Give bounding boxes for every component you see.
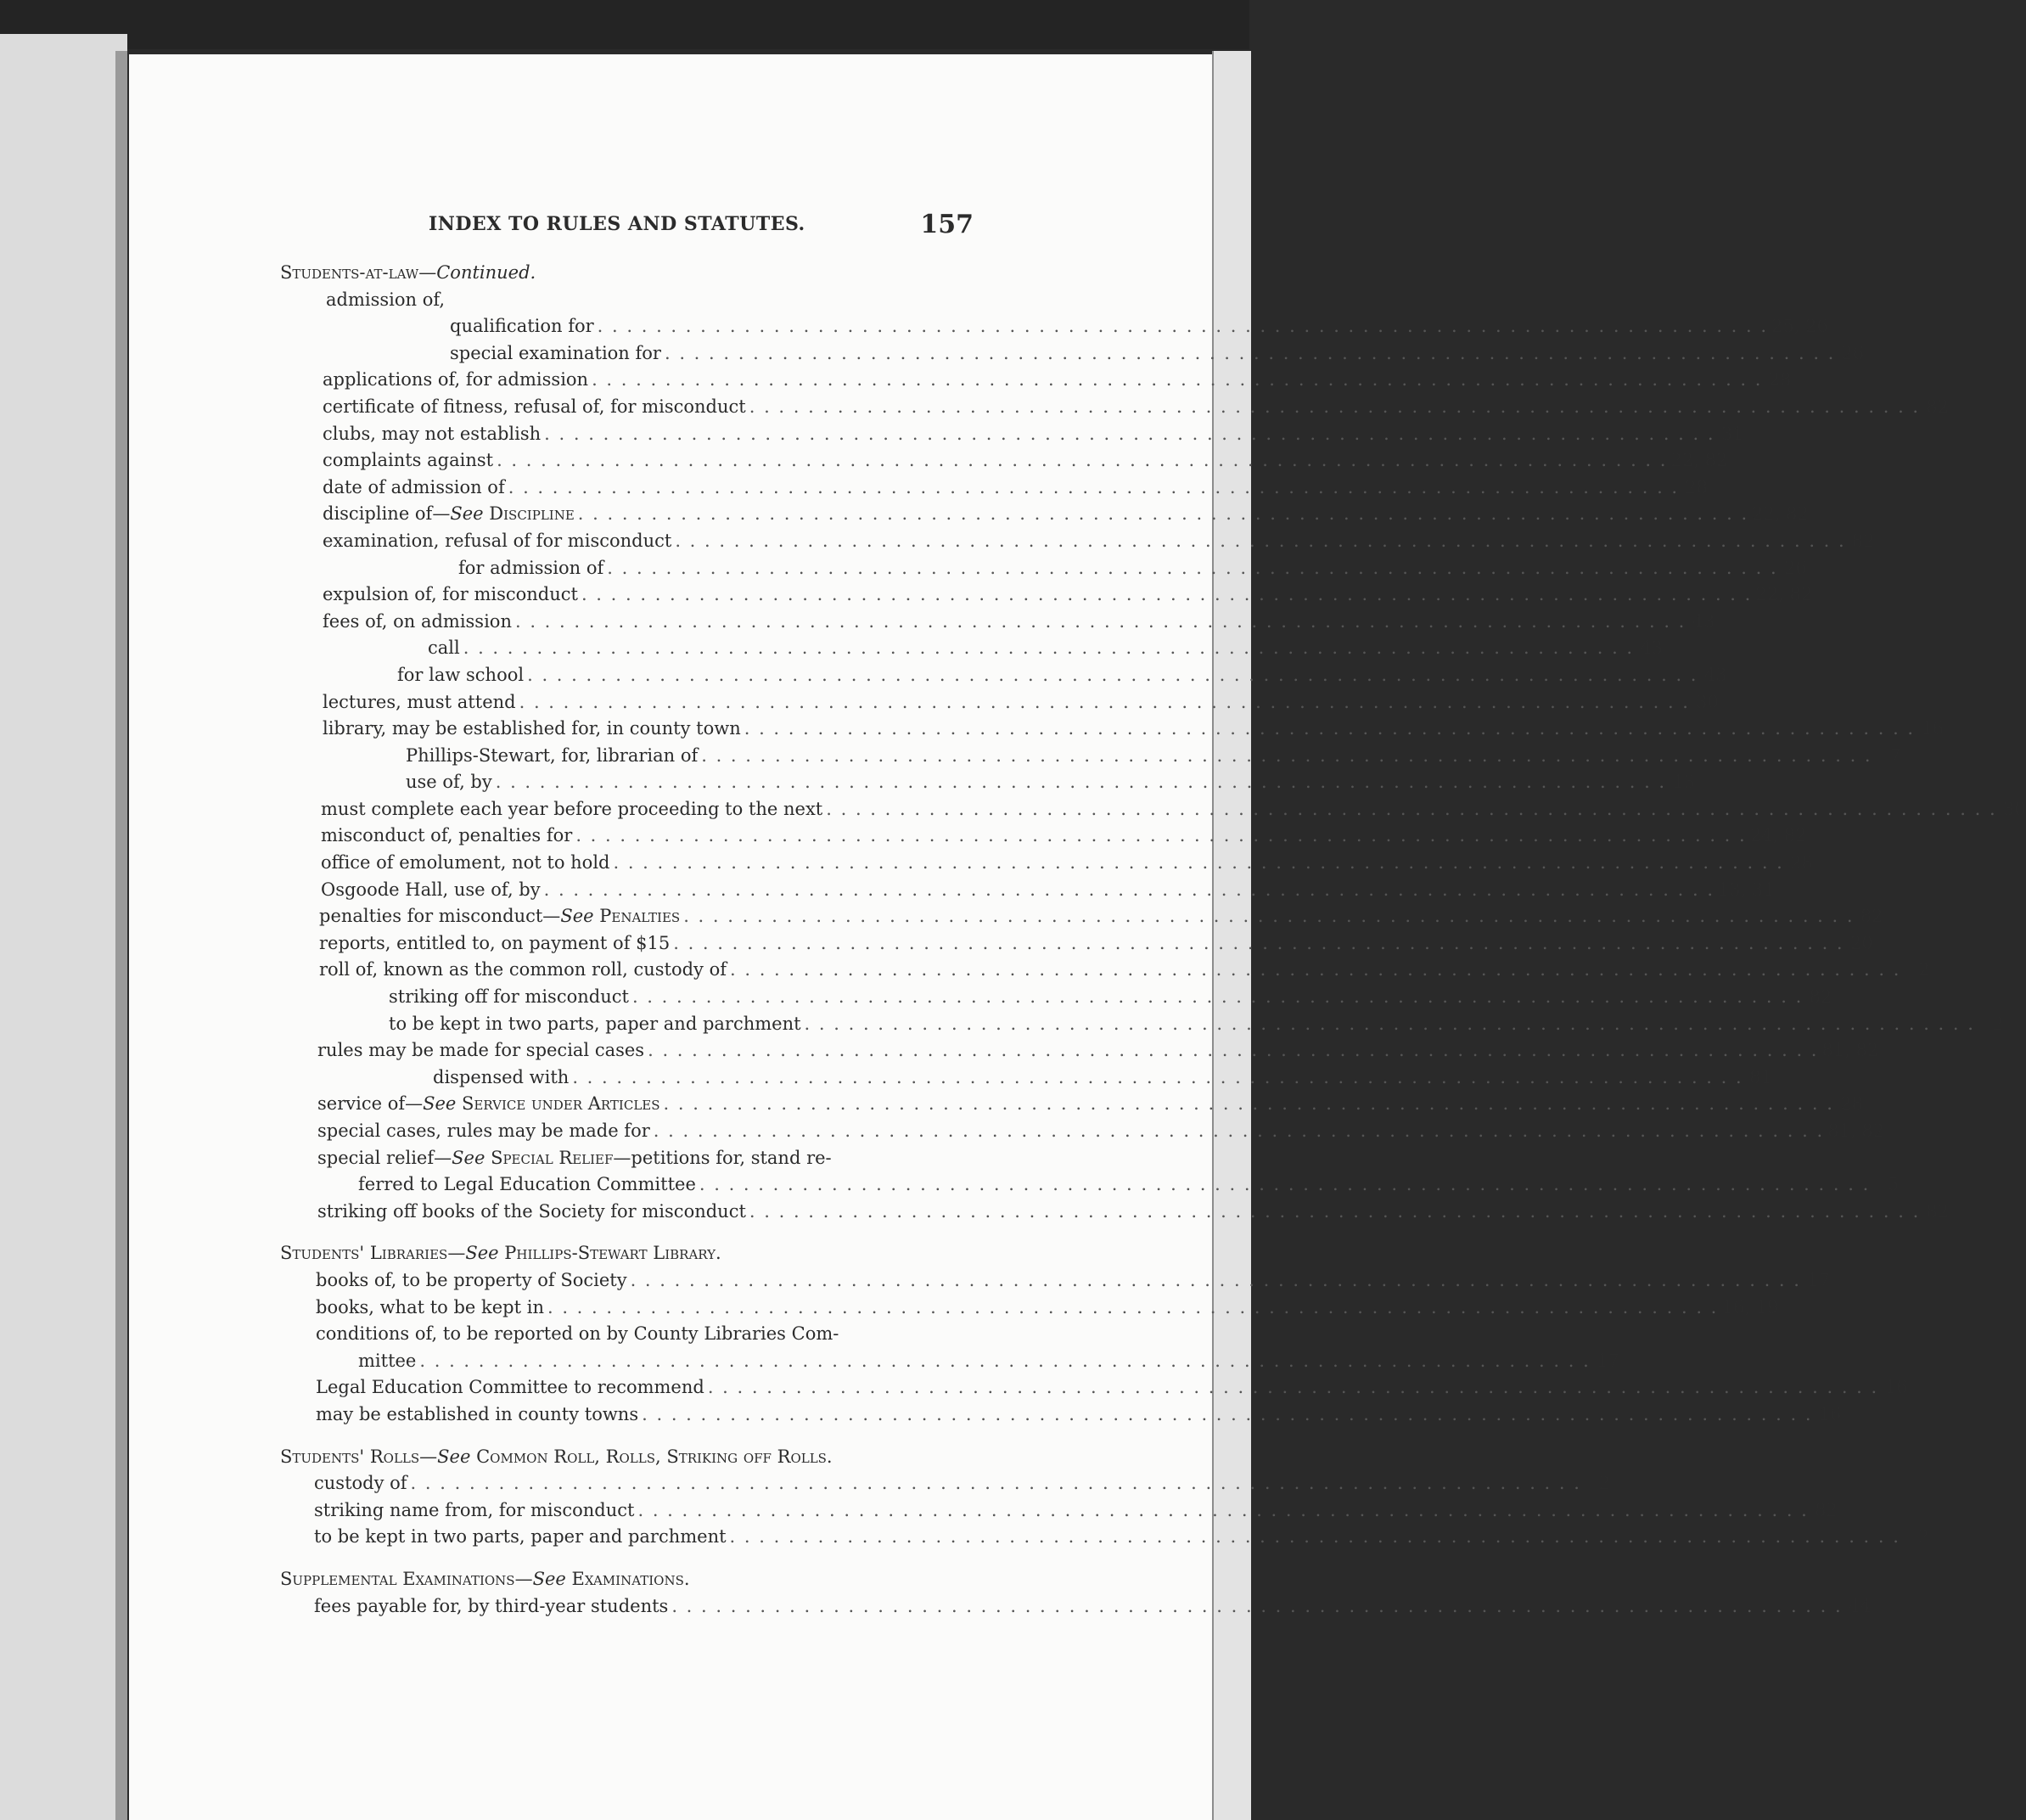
index-entry — [280, 1091, 1863, 1118]
entry-text: rules may be made for special cases — [317, 1040, 645, 1061]
entry-text: must complete each year before proceeding to the next — [321, 798, 823, 819]
index-entry — [280, 1348, 1619, 1375]
leader-dots: . . . . . . . . . . . . . . . . . . . . . . . . . . . . . . . . . . . . . . . . . . . . . . . . . . . . . . . . . . . . . . . . . . . . . . . . . . . . . . . . — [577, 503, 1749, 525]
leader-dots: . . . . . . . . . . . . . . . . . . . . . . . . . . . . . . . . . . . . . . . . . . . . . . . . . . . . . . . . . . . . . . . . . . . . . . . . . . . . . . . . — [613, 852, 1784, 873]
index-entry — [280, 501, 1809, 528]
entry-page-ref: 43 — [1640, 638, 1664, 659]
leader-dots: . . . . . . . . . . . . . . . . . . . . . . . . . . . . . . . . . . . . . . . . . . . . . . . . . . . . . . . . . . . . . . . . . . . . . . . . . . . . . . . . — [544, 423, 1715, 444]
entry-text: ferred to Legal Education Committee — [358, 1174, 696, 1195]
heading-text — [280, 1566, 690, 1593]
index-heading — [280, 1444, 976, 1471]
index-entry — [280, 957, 1930, 984]
index-entry — [280, 1497, 1838, 1525]
entry-text: Legal Education Committee to recommend — [316, 1377, 704, 1398]
entry-text: examination, refusal of for misconduct — [323, 530, 672, 551]
leader-dots: . . . . . . . . . . . . . . . . . . . . . . . . . . . . . . . . . . . . . . . . . . . . . . . . . . . . . . . . . . . . . . . . . . . . . . . . . . . . . . . . — [648, 1040, 1819, 1061]
entry-text: Phillips-Stewart, for, librarian of — [406, 744, 699, 766]
entry-page-ref: 82 — [1926, 396, 1950, 417]
index-entry — [280, 1524, 1929, 1551]
entry-text: date of admission of — [323, 476, 505, 497]
leader-dots: . . . . . . . . . . . . . . . . . . . . . . . . . . . . . . . . . . . . . . . . . . . . . . . . . . . . . . . . . . . . . . . . . . . . . . . . . . . . . . . . — [749, 396, 1921, 417]
entry-page-ref: 43 — [1692, 610, 1715, 632]
leader-dots: . . . . . . . . . . . . . . . . . . . . . . . . . . . . . . . . . . . . . . . . . . . . . . . . . . . . . . . . . . . . . . . . . . . . . . . . . . . . . . . . — [671, 1595, 1843, 1616]
facing-page-edge — [0, 34, 127, 1820]
leader-dots: . . . . . . . . . . . . . . . . . . . . . . . . . . . . . . . . . . . . . . . . . . . . . . . . . . . . . . . . . . . . . . . . . . . . . . . . . . . . . . . . — [547, 1296, 1719, 1317]
index-heading — [280, 1566, 976, 1593]
index-entry — [280, 1118, 1884, 1145]
entry-page-ref: 31 — [1720, 423, 1744, 444]
index-entry — [280, 903, 1883, 930]
index-entry — [280, 609, 1715, 636]
heading-term: Supplemental Examinations— — [280, 1568, 533, 1589]
entry-page-ref: 82 — [1851, 530, 1875, 551]
section-gap — [280, 1551, 976, 1566]
leader-dots: . . . . . . . . . . . . . . . . . . . . . . . . . . . . . . . . . . . . . . . . . . . . . . . . . . . . . . . . . . . . . . . . . . . . . . . . . . . . . . . . — [683, 906, 1855, 927]
leader-dots: . . . . . . . . . . . . . . . . . . . . . . . . . . . . . . . . . . . . . . . . . . . . . . . . . . . . . . . . . . . . . . . . . . . . . . . . . . . . . . . . — [419, 1350, 1591, 1371]
leader-dots: . . . . . . . . . . . . . . . . . . . . . . . . . . . . . . . . . . . . . . . . . . . . . . . . . . . . . . . . . . . . . . . . . . . . . . . . . . . . . . . . — [495, 772, 1667, 793]
leader-dots: . . . . . . . . . . . . . . . . . . . . . . . . . . . . . . . . . . . . . . . . . . . . . . . . . . . . . . . . . . . . . . . . . . . . . . . . . . . . . . . . — [527, 664, 1698, 685]
leader-dots: . . . . . . . . . . . . . . . . . . . . . . . . . . . . . . . . . . . . . . . . . . . . . . . . . . . . . . . . . . . . . . . . . . . . . . . . . . . . . . . . — [653, 1121, 1825, 1141]
running-header — [429, 210, 974, 247]
leader-dots: . . . . . . . . . . . . . . . . . . . . . . . . . . . . . . . . . . . . . . . . . . . . . . . . . . . . . . . . . . . . . . . . . . . . . . . . . . . . . . . . — [729, 1526, 1900, 1548]
entry-text: special cases, rules may be made for — [317, 1121, 650, 1141]
index-entry — [280, 1037, 1879, 1064]
leader-dots: . . . . . . . . . . . . . . . . . . . . . . . . . . . . . . . . . . . . . . . . . . . . . . . . . . . . . . . . . . . . . . . . . . . . . . . . . . . . . . . . — [543, 879, 1715, 900]
entry-text: striking name from, for misconduct — [314, 1499, 635, 1520]
index-entry — [280, 1321, 976, 1348]
heading-term: Students' Rolls— — [280, 1446, 438, 1467]
leader-dots: . . . . . . . . . . . . . . . . . . . . . . . . . . . . . . . . . . . . . . . . . . . . . . . . . . . . . . . . . . . . . . . . . . . . . . . . . . . . . . . . — [744, 718, 1916, 739]
leader-dots: . . . . . . . . . . . . . . . . . . . . . . . . . . . . . . . . . . . . . . . . . . . . . . . . . . . . . . . . . . . . . . . . . . . . . . . . . . . . . . . . — [707, 1377, 1879, 1398]
leader-dots: . . . . . . . . . . . . . . . . . . . . . . . . . . . . . . . . . . . . . . . . . . . . . . . . . . . . . . . . . . . . . . . . . . . . . . . . . . . . . . . . — [699, 1174, 1871, 1195]
entry-text: misconduct of, penalties for — [321, 825, 573, 846]
leader-dots: . . . . . . . . . . . . . . . . . . . . . . . . . . . . . . . . . . . . . . . . . . . . . . . . . . . . . . . . . . . . . . . . . . . . . . . . . . . . . . . . — [637, 1499, 1809, 1520]
heading-text — [280, 1444, 833, 1471]
heading-reference: Common Roll, Rolls, Striking off Rolls. — [470, 1446, 833, 1467]
index-entry — [280, 689, 1719, 716]
entry-page-ref: 17 — [1807, 1269, 1830, 1290]
leader-dots: . . . . . . . . . . . . . . . . . . . . . . . . . . . . . . . . . . . . . . . . . . . . . . . . . . . . . . . . . . . . . . . . . . . . . . . . . . . . . . . . — [607, 557, 1778, 578]
leader-dots: . . . . . . . . . . . . . . . . . . . . . . . . . . . . . . . . . . . . . . . . . . . . . . . . . . . . . . . . . . . . . . . . . . . . . . . . . . . . . . . . — [463, 638, 1635, 659]
entry-page-ref: 2 — [1918, 959, 1930, 980]
index-entry — [280, 367, 1792, 394]
entry-text: books, what to be kept in — [316, 1296, 544, 1317]
entry-page-ref: 2 — [1917, 1526, 1929, 1548]
entry-page-ref: 43 — [1703, 664, 1727, 685]
entry-page-ref: 82 — [1809, 986, 1832, 1008]
leader-dots: . . . . . . . . . . . . . . . . . . . . . . . . . . . . . . . . . . . . . . . . . . . . . . . . . . . . . . . . . . . . . . . . . . . . . . . . . . . . . . . . — [572, 1066, 1743, 1087]
heading-term: Students' Libraries— — [280, 1243, 466, 1264]
leader-dots: . . . . . . . . . . . . . . . . . . . . . . . . . . . . . . . . . . . . . . . . . . . . . . . . . . . . . . . . . . . . . . . . . . . . . . . . . . . . . . . . — [508, 476, 1680, 497]
entry-text: to be kept in two parts, paper and parchment — [389, 1013, 801, 1034]
leader-dots: . . . . . . . . . . . . . . . . . . . . . . . . . . . . . . . . . . . . . . . . . . . . . . . . . . . . . . . . . . . . . . . . . . . . . . . . . . . . . . . . — [592, 369, 1763, 390]
binding-shadow — [115, 51, 127, 1820]
index-entry — [280, 581, 1813, 609]
index-entry — [280, 421, 1744, 448]
entry-text: discipline of—See Discipline — [323, 503, 575, 525]
entry-page-ref: 5 — [1887, 1174, 1900, 1195]
entry-page-ref: 82 — [1860, 906, 1883, 927]
heading-reference: Phillips-Stewart Library. — [498, 1243, 721, 1264]
index-entry — [280, 1470, 1610, 1497]
leader-dots: . . . . . . . . . . . . . . . . . . . . . . . . . . . . . . . . . . . . . . . . . . . . . . . . . . . . . . . . . . . . . . . . . . . . . . . . . . . . . . . . — [514, 610, 1686, 632]
entry-text: special examination for — [450, 342, 661, 363]
leader-dots: . . . . . . . . . . . . . . . . . . . . . . . . . . . . . . . . . . . . . . . . . . . . . . . . . . . . . . . . . . . . . . . . . . . . . . . . . . . . . . . . — [575, 825, 1747, 846]
entry-page-ref: 30 — [1696, 691, 1719, 712]
entry-text: roll of, known as the common roll, custody of — [319, 959, 727, 980]
leader-dots: . . . . . . . . . . . . . . . . . . . . . . . . . . . . . . . . . . . . . . . . . . . . . . . . . . . . . . . . . . . . . . . . . . . . . . . . . . . . . . . . — [631, 986, 1804, 1008]
entry-page-ref: 2 — [1598, 1473, 1610, 1494]
entry-page-ref: 13 — [1672, 772, 1696, 793]
entry-text: to be kept in two parts, paper and parchment — [314, 1526, 727, 1548]
entry-page-ref: 26 — [1841, 342, 1865, 363]
index-entry — [280, 877, 1775, 904]
index-entry — [280, 394, 1950, 421]
entry-page-ref: 28 — [1768, 369, 1792, 390]
heading-see: See — [465, 1243, 499, 1264]
entry-page-ref: 28 — [1685, 476, 1709, 497]
entry-text: office of emolument, not to hold — [321, 852, 610, 873]
index-entry — [280, 1593, 1872, 1621]
entry-text: fees payable for, by third-year students — [314, 1595, 669, 1616]
entry-page-ref: 22, 82 — [1752, 503, 1809, 525]
index-heading — [280, 1240, 976, 1267]
entry-text: dispensed with — [433, 1066, 570, 1087]
entry-text: reports, entitled to, on payment of $15 — [319, 932, 671, 953]
entry-text: penalties for misconduct—See Penalties — [319, 906, 681, 927]
leader-dots: . . . . . . . . . . . . . . . . . . . . . . . . . . . . . . . . . . . . . . . . . . . . . . . . . . . . . . . . . . . . . . . . . . . . . . . . . . . . . . . . — [804, 1013, 1975, 1034]
entry-text: for law school — [397, 664, 525, 685]
leader-dots: . . . . . . . . . . . . . . . . . . . . . . . . . . . . . . . . . . . . . . . . . . . . . . . . . . . . . . . . . . . . . . . . . . . . . . . . . . . . . . . . — [673, 932, 1844, 953]
entry-text: qualification for — [450, 316, 594, 337]
index-entry — [280, 475, 1709, 502]
entry-page-ref: 81 — [1748, 1066, 1772, 1087]
index-entry — [280, 1011, 2004, 1038]
entry-page-ref: 24, 82 — [1749, 825, 1807, 846]
leader-dots: . . . . . . . . . . . . . . . . . . . . . . . . . . . . . . . . . . . . . . . . . . . . . . . . . . . . . . . . . . . . . . . . . . . . . . . . . . . . . . . . — [519, 691, 1690, 712]
index-entry — [280, 769, 1696, 796]
entry-text: mittee — [358, 1350, 417, 1371]
entry-text: clubs, may not establish — [323, 423, 542, 444]
leader-dots: . . . . . . . . . . . . . . . . . . . . . . . . . . . . . . . . . . . . . . . . . . . . . . . . . . . . . . . . . . . . . . . . . . . . . . . . . . . . . . . . — [597, 316, 1769, 337]
entry-page-ref: 26 — [1783, 557, 1807, 578]
entry-page-ref: 82 — [1815, 1499, 1838, 1520]
entry-text: applications of, for admission — [323, 369, 589, 390]
index-entry — [280, 287, 976, 314]
leader-dots: . . . . . . . . . . . . . . . . . . . . . . . . . . . . . . . . . . . . . . . . . . . . . . . . . . . . . . . . . . . . . . . . . . . . . . . . . . . . . . . . — [730, 959, 1901, 980]
heading-term: Students-at-law— — [280, 262, 437, 283]
leader-dots: . . . . . . . . . . . . . . . . . . . . . . . . . . . . . . . . . . . . . . . . . . . . . . . . . . . . . . . . . . . . . . . . . . . . . . . . . . . . . . . . — [749, 1200, 1921, 1222]
leader-dots: . . . . . . . . . . . . . . . . . . . . . . . . . . . . . . . . . . . . . . . . . . . . . . . . . . . . . . . . . . . . . . . . . . . . . . . . . . . . . . . . — [581, 584, 1753, 605]
index-entry — [280, 823, 1807, 850]
page-number: 157 — [920, 210, 974, 239]
entry-text: certificate of fitness, refusal of, for misconduct — [323, 396, 746, 417]
index-entry — [280, 555, 1807, 582]
section-gap — [280, 1225, 976, 1240]
entry-page-ref: 28 — [1840, 1093, 1863, 1115]
heading-text — [280, 260, 536, 287]
entry-text: special relief—See Special Relief—petitions for, stand re- — [317, 1147, 832, 1168]
entry-text: books of, to be property of Society — [316, 1269, 627, 1290]
entry-text: conditions of, to be reported on by County Libraries Com- — [316, 1323, 839, 1345]
entry-text: service of—See Service under Articles — [317, 1093, 660, 1115]
entry-text: complaints against — [323, 450, 494, 471]
index-entry — [280, 1374, 1908, 1402]
index-entry — [280, 850, 1813, 877]
index-entry — [280, 1199, 1950, 1226]
index-entry — [280, 1064, 1772, 1092]
entry-page-ref: 82 — [1926, 1200, 1950, 1222]
leader-dots: . . . . . . . . . . . . . . . . . . . . . . . . . . . . . . . . . . . . . . . . . . . . . . . . . . . . . . . . . . . . . . . . . . . . . . . . . . . . . . . . — [664, 342, 1836, 363]
entry-page-ref: 28 — [1790, 852, 1813, 873]
heading-see: Continued. — [436, 262, 536, 283]
entry-text: for admission of — [458, 557, 604, 578]
index-entry — [280, 1171, 1900, 1199]
heading-text — [280, 1240, 721, 1267]
entry-page-ref: 44 — [1848, 1595, 1872, 1616]
entry-text: library, may be established for, in county town — [323, 718, 741, 739]
index-entry — [280, 447, 1728, 475]
entry-page-ref: 22, 82 — [1755, 584, 1813, 605]
heading-see: See — [532, 1568, 566, 1589]
index-entry — [280, 635, 1664, 662]
entry-page-ref: 25, 26 — [1771, 316, 1828, 337]
index-entry — [280, 1267, 1830, 1295]
leader-dots: . . . . . . . . . . . . . . . . . . . . . . . . . . . . . . . . . . . . . . . . . . . . . . . . . . . . . . . . . . . . . . . . . . . . . . . . . . . . . . . . — [826, 798, 1997, 819]
index-entry — [280, 796, 2026, 823]
running-title: INDEX TO RULES AND STATUTES. — [429, 213, 805, 235]
entry-page-ref: 16 — [1818, 1403, 1842, 1424]
index-entry — [280, 1402, 1842, 1429]
index-entry — [280, 313, 1828, 340]
heading-see: See — [437, 1446, 471, 1467]
entry-text: admission of, — [326, 289, 446, 310]
entry-page-ref: 16 — [1921, 718, 1945, 739]
leader-dots: . . . . . . . . . . . . . . . . . . . . . . . . . . . . . . . . . . . . . . . . . . . . . . . . . . . . . . . . . . . . . . . . . . . . . . . . . . . . . . . . — [410, 1473, 1581, 1494]
index-entry — [280, 662, 1727, 689]
leader-dots: . . . . . . . . . . . . . . . . . . . . . . . . . . . . . . . . . . . . . . . . . . . . . . . . . . . . . . . . . . . . . . . . . . . . . . . . . . . . . . . . — [497, 450, 1668, 471]
entry-page-ref: 2 — [1992, 1013, 2004, 1034]
entry-text: call — [428, 638, 460, 659]
leader-dots: . . . . . . . . . . . . . . . . . . . . . . . . . . . . . . . . . . . . . . . . . . . . . . . . . . . . . . . . . . . . . . . . . . . . . . . . . . . . . . . . — [701, 744, 1872, 766]
index-body — [280, 260, 2026, 1620]
entry-text: custody of — [314, 1473, 407, 1494]
entry-page-ref: 7 — [1889, 744, 1901, 766]
leader-dots: . . . . . . . . . . . . . . . . . . . . . . . . . . . . . . . . . . . . . . . . . . . . . . . . . . . . . . . . . . . . . . . . . . . . . . . . . . . . . . . . — [663, 1093, 1834, 1115]
leader-dots: . . . . . . . . . . . . . . . . . . . . . . . . . . . . . . . . . . . . . . . . . . . . . . . . . . . . . . . . . . . . . . . . . . . . . . . . . . . . . . . . — [642, 1403, 1813, 1424]
entry-text: may be established in county towns — [316, 1403, 639, 1424]
entry-text: use of, by — [406, 772, 492, 793]
entry-text: expulsion of, for misconduct — [323, 584, 578, 605]
entry-text: lectures, must attend — [323, 691, 516, 712]
entry-text: striking off books of the Society for misconduct — [317, 1200, 746, 1222]
entry-page-ref: 22, 82 — [1670, 450, 1728, 471]
index-entry — [280, 930, 1873, 958]
entry-page-ref: 13, 31 — [1718, 879, 1775, 900]
section-gap — [280, 1429, 976, 1444]
scan-border-top — [0, 0, 1249, 49]
entry-text: fees of, on admission — [323, 610, 512, 632]
index-entry — [280, 1295, 1779, 1322]
entry-page-ref: 16 — [1884, 1377, 1908, 1398]
index-entry — [280, 743, 1901, 770]
index-entry — [280, 340, 1865, 368]
index-entry — [280, 716, 1945, 743]
index-entry — [280, 984, 1832, 1011]
index-entry — [280, 528, 1875, 555]
leader-dots: . . . . . . . . . . . . . . . . . . . . . . . . . . . . . . . . . . . . . . . . . . . . . . . . . . . . . . . . . . . . . . . . . . . . . . . . . . . . . . . . — [675, 530, 1846, 551]
entry-page-ref: 30 — [2002, 798, 2026, 819]
index-heading — [280, 260, 976, 287]
entry-page-ref: 16, 19 — [1721, 1296, 1779, 1317]
entry-page-ref: 17 — [1597, 1350, 1619, 1371]
heading-reference: Examinations. — [565, 1568, 690, 1589]
entry-page-ref: 81, 82 — [1821, 1040, 1879, 1061]
entry-text: Osgoode Hall, use of, by — [321, 879, 541, 900]
entry-page-ref: 20 — [1849, 932, 1873, 953]
entry-page-ref: 81, 82 — [1827, 1121, 1884, 1141]
index-entry — [280, 1145, 976, 1172]
leader-dots: . . . . . . . . . . . . . . . . . . . . . . . . . . . . . . . . . . . . . . . . . . . . . . . . . . . . . . . . . . . . . . . . . . . . . . . . . . . . . . . . — [630, 1269, 1801, 1290]
entry-text: striking off for misconduct — [389, 986, 629, 1008]
